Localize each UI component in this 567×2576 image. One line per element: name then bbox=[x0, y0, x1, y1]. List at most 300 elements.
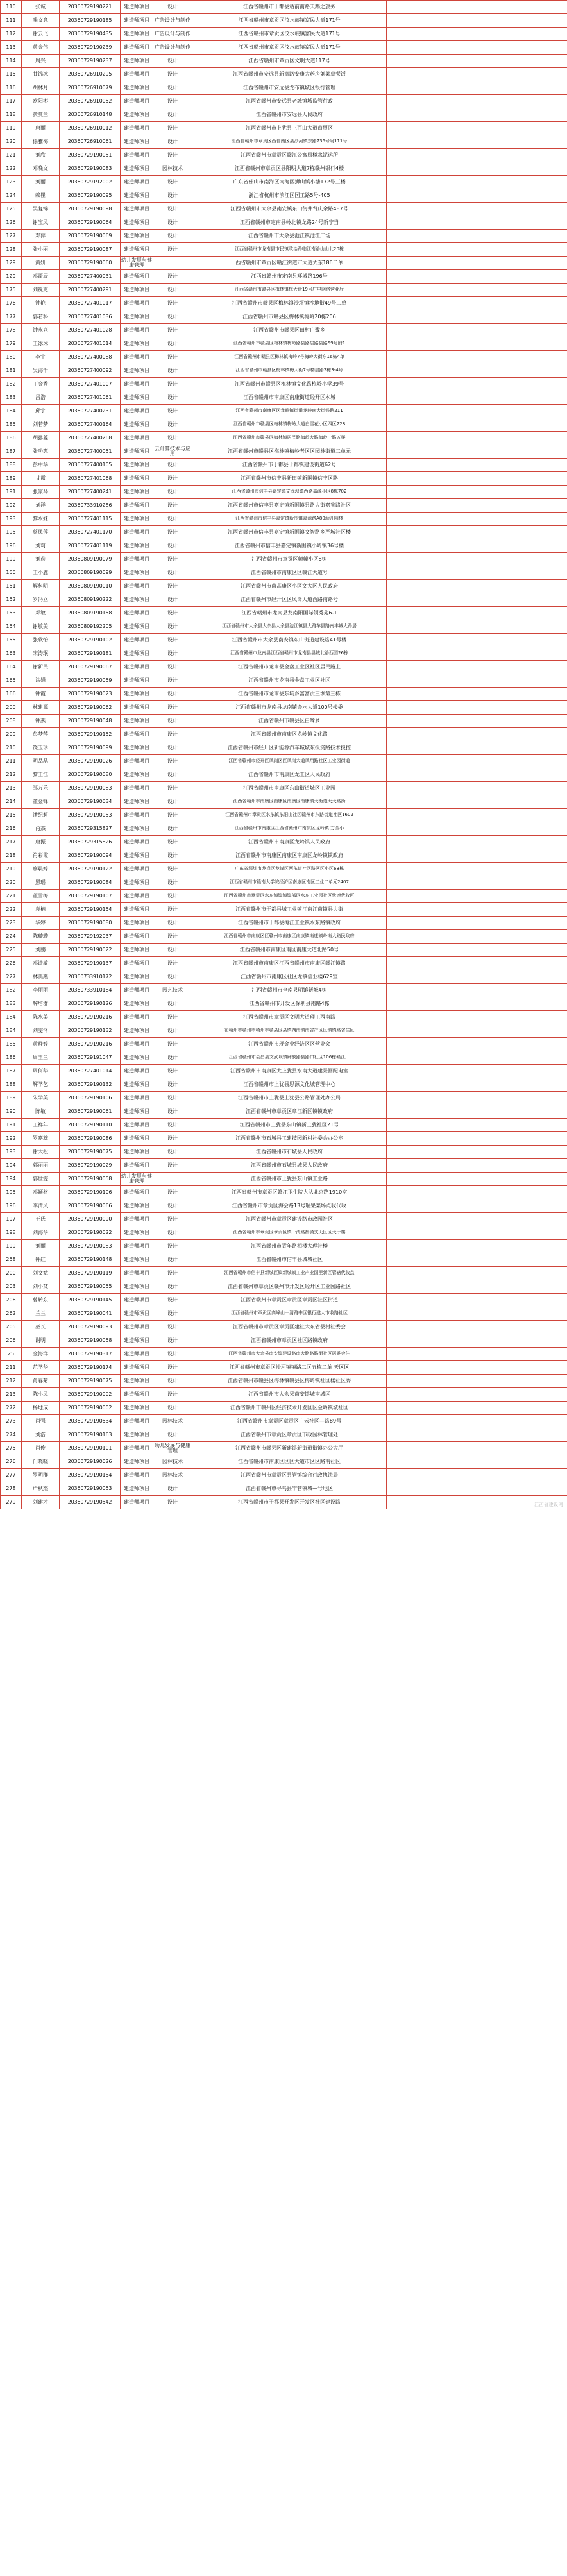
cell-unit: 江西省赣州市安远县新篁路安康大药房刘菜草餐饭 bbox=[192, 68, 387, 81]
cell-unit: 江西省赣州市石城县人民政府 bbox=[192, 1146, 387, 1159]
table-row bbox=[1, 1119, 567, 1132]
cell-spacer bbox=[387, 997, 567, 1011]
cell-index: 273 bbox=[1, 1415, 22, 1428]
cell-index: 262 bbox=[1, 1307, 22, 1321]
cell-category: 设计 bbox=[153, 499, 192, 513]
cell-category: 设计 bbox=[153, 553, 192, 566]
table-row bbox=[1, 566, 567, 580]
cell-number: 20360729190080 bbox=[60, 917, 121, 930]
cell-spacer bbox=[387, 903, 567, 917]
table-row bbox=[1, 1388, 567, 1402]
table-row bbox=[1, 28, 567, 41]
cell-name: 刘若梦 bbox=[22, 418, 60, 432]
cell-name: 黄静婷 bbox=[22, 1038, 60, 1051]
cell-spacer bbox=[387, 189, 567, 203]
cell-name: 潘纪莉 bbox=[22, 809, 60, 822]
table-row bbox=[1, 351, 567, 364]
table-row bbox=[1, 593, 567, 607]
table-row bbox=[1, 1132, 567, 1146]
table-row bbox=[1, 324, 567, 337]
cell-project: 建造师项目 bbox=[121, 1253, 153, 1267]
cell-project: 建造师项目 bbox=[121, 364, 153, 378]
cell-number: 20360733910184 bbox=[60, 984, 121, 997]
cell-project: 建造师项目 bbox=[121, 1105, 153, 1119]
cell-spacer bbox=[387, 405, 567, 418]
cell-number: 20360727401115 bbox=[60, 513, 121, 526]
cell-project: 建造师项目 bbox=[121, 1428, 153, 1442]
cell-unit: 江西省赣州市定南县岭北镇龙路24号新宁当 bbox=[192, 216, 387, 230]
cell-name: 周何华 bbox=[22, 1065, 60, 1078]
cell-category: 设计 bbox=[153, 324, 192, 337]
cell-category: 设计 bbox=[153, 930, 192, 944]
cell-project: 建造师项目 bbox=[121, 418, 153, 432]
cell-spacer bbox=[387, 230, 567, 243]
table-row bbox=[1, 122, 567, 135]
cell-project: 建造师项目 bbox=[121, 1186, 153, 1199]
cell-spacer bbox=[387, 580, 567, 593]
cell-unit: 江西省赣州市章贡区沙河镇镇路二区五栋二单 天区区 bbox=[192, 1361, 387, 1375]
cell-name: 邓诗敏 bbox=[22, 957, 60, 970]
cell-project: 建造师项目 bbox=[121, 849, 153, 863]
cell-number: 20360729190083 bbox=[60, 162, 121, 176]
table-row bbox=[1, 472, 567, 486]
cell-unit: 江西省赣州市寻乌县宁管镇城—号地区 bbox=[192, 1482, 387, 1496]
cell-spacer bbox=[387, 917, 567, 930]
cell-category: 设计 bbox=[153, 1253, 192, 1267]
table-row bbox=[1, 1482, 567, 1496]
cell-project: 建造师项目 bbox=[121, 795, 153, 809]
cell-category: 设计 bbox=[153, 755, 192, 768]
cell-name: 钟霞 bbox=[22, 688, 60, 701]
cell-name: 谢敏美 bbox=[22, 620, 60, 634]
cell-spacer bbox=[387, 1146, 567, 1159]
table-row bbox=[1, 1146, 567, 1159]
cell-number: 20360727400268 bbox=[60, 432, 121, 445]
cell-name: 刘浩 bbox=[22, 1428, 60, 1442]
cell-project: 建造师项目 bbox=[121, 149, 153, 162]
cell-unit: 江西省赣州市赣县区白鹭乡 bbox=[192, 715, 387, 728]
cell-unit: 江西省赣州市上犹县上犹县公路管理处办公局 bbox=[192, 1092, 387, 1105]
cell-spacer bbox=[387, 1442, 567, 1455]
cell-number: 20360729190094 bbox=[60, 849, 121, 863]
cell-index: 121 bbox=[1, 149, 22, 162]
cell-project: 建造师项目 bbox=[121, 1240, 153, 1253]
cell-unit: 江西省赣州市现金业经济区区营业会 bbox=[192, 1038, 387, 1051]
cell-unit: 江西省赣州市章贡区建设路市政园社区 bbox=[192, 1213, 387, 1226]
cell-spacer bbox=[387, 1415, 567, 1428]
table-row bbox=[1, 41, 567, 55]
cell-index: 118 bbox=[1, 108, 22, 122]
cell-number: 20360729190154 bbox=[60, 1469, 121, 1482]
cell-number: 20360727400031 bbox=[60, 270, 121, 284]
cell-spacer bbox=[387, 81, 567, 95]
cell-spacer bbox=[387, 634, 567, 647]
cell-category: 云计算技术与应用 bbox=[153, 445, 192, 459]
cell-category: 设计 bbox=[153, 620, 192, 634]
cell-project: 建造师项目 bbox=[121, 499, 153, 513]
table-row bbox=[1, 1, 567, 14]
cell-index: 184 bbox=[1, 1024, 22, 1038]
cell-unit: 江西省赣州市于都县开发区开发区社区建设路 bbox=[192, 1496, 387, 1509]
table-row bbox=[1, 337, 567, 351]
cell-category: 设计 bbox=[153, 108, 192, 122]
cell-index: 124 bbox=[1, 189, 22, 203]
cell-category: 设计 bbox=[153, 768, 192, 782]
cell-number: 20360727401007 bbox=[60, 378, 121, 391]
cell-project: 建造师项目 bbox=[121, 14, 153, 28]
cell-unit: 江西省赣州市赣县区梅林镇梅岭大道白雪花小区四区228 bbox=[192, 418, 387, 432]
cell-name: 刘锐克 bbox=[22, 284, 60, 297]
cell-index: 224 bbox=[1, 930, 22, 944]
cell-project: 建造师项目 bbox=[121, 1402, 153, 1415]
cell-number: 20360727400241 bbox=[60, 486, 121, 499]
cell-category: 设计 bbox=[153, 526, 192, 539]
table-row bbox=[1, 944, 567, 957]
cell-name: 郭世雯 bbox=[22, 1173, 60, 1186]
cell-spacer bbox=[387, 593, 567, 607]
cell-spacer bbox=[387, 135, 567, 149]
table-row bbox=[1, 715, 567, 728]
cell-name: 黄莫兰 bbox=[22, 108, 60, 122]
cell-unit: 江西省赣州市赣县区梅林镇梅岭路县路居路县路59号附1 bbox=[192, 337, 387, 351]
cell-index: 200 bbox=[1, 1267, 22, 1280]
cell-number: 20360729190064 bbox=[60, 216, 121, 230]
cell-project: 建造师项目 bbox=[121, 526, 153, 539]
cell-spacer bbox=[387, 1024, 567, 1038]
cell-name: 刘雯泽 bbox=[22, 1024, 60, 1038]
cell-spacer bbox=[387, 822, 567, 836]
cell-index: 129 bbox=[1, 270, 22, 284]
cell-unit: 江西省赣州市大余县南安镇建设路南大路路路街社区居委会住 bbox=[192, 1348, 387, 1361]
cell-number: 20360729190062 bbox=[60, 701, 121, 715]
cell-number: 20360727401170 bbox=[60, 526, 121, 539]
cell-category: 设计 bbox=[153, 661, 192, 674]
cell-index: 215 bbox=[1, 809, 22, 822]
cell-category: 设计 bbox=[153, 337, 192, 351]
cell-name: 饶玉珍 bbox=[22, 741, 60, 755]
cell-number: 20360726910012 bbox=[60, 122, 121, 135]
cell-name: 胡露菱 bbox=[22, 432, 60, 445]
cell-name: 涂娟 bbox=[22, 674, 60, 688]
cell-number: 20360729190137 bbox=[60, 957, 121, 970]
cell-project: 建造师项目 bbox=[121, 944, 153, 957]
cell-index: 187 bbox=[1, 445, 22, 459]
cell-name: 明品晶 bbox=[22, 755, 60, 768]
cell-number: 20360729190148 bbox=[60, 1253, 121, 1267]
table-row bbox=[1, 607, 567, 620]
cell-number: 20360729190080 bbox=[60, 768, 121, 782]
cell-spacer bbox=[387, 41, 567, 55]
table-row bbox=[1, 149, 567, 162]
cell-index: 112 bbox=[1, 28, 22, 41]
table-row bbox=[1, 1415, 567, 1428]
cell-spacer bbox=[387, 216, 567, 230]
table-row bbox=[1, 822, 567, 836]
cell-number: 20360729315827 bbox=[60, 822, 121, 836]
table-row bbox=[1, 391, 567, 405]
cell-project: 建造师项目 bbox=[121, 297, 153, 310]
cell-project: 建造师项目 bbox=[121, 1442, 153, 1455]
cell-category: 设计 bbox=[153, 122, 192, 135]
cell-index: 150 bbox=[1, 566, 22, 580]
cell-index: 185 bbox=[1, 418, 22, 432]
cell-project: 建造师项目 bbox=[121, 176, 153, 189]
cell-category: 设计 bbox=[153, 135, 192, 149]
cell-unit: 江西省赣州市大余县池江镇池江广场 bbox=[192, 230, 387, 243]
cell-project: 建造师项目 bbox=[121, 1119, 153, 1132]
cell-unit: 江西省赣州市南康区江西省赣州市南康区赣江镇路 bbox=[192, 957, 387, 970]
cell-index: 186 bbox=[1, 432, 22, 445]
cell-index: 182 bbox=[1, 378, 22, 391]
cell-project: 建造师项目 bbox=[121, 108, 153, 122]
cell-spacer bbox=[387, 243, 567, 257]
cell-spacer bbox=[387, 459, 567, 472]
cell-name: 钟永兴 bbox=[22, 324, 60, 337]
cell-number: 20360729190060 bbox=[60, 257, 121, 270]
cell-project: 建造师项目 bbox=[121, 230, 153, 243]
cell-spacer bbox=[387, 930, 567, 944]
cell-spacer bbox=[387, 1280, 567, 1294]
cell-project: 建造师项目 bbox=[121, 674, 153, 688]
table-row bbox=[1, 1065, 567, 1078]
table-row bbox=[1, 14, 567, 28]
cell-name: 林建源 bbox=[22, 701, 60, 715]
cell-number: 20360729190086 bbox=[60, 1132, 121, 1146]
cell-index: 276 bbox=[1, 1455, 22, 1469]
cell-category: 设计 bbox=[153, 688, 192, 701]
cell-number: 20360729190152 bbox=[60, 728, 121, 741]
cell-unit: 江西省赣州市赣州区经济技术开发区区金岭镇城社区 bbox=[192, 1402, 387, 1415]
cell-category: 设计 bbox=[153, 405, 192, 418]
cell-name: 董雪梅 bbox=[22, 890, 60, 903]
cell-unit: 江西省赣州市南康区南康区南康区南康镇大街道大大路街 bbox=[192, 795, 387, 809]
cell-category: 设计 bbox=[153, 270, 192, 284]
cell-spacer bbox=[387, 836, 567, 849]
cell-number: 20360809190079 bbox=[60, 553, 121, 566]
cell-project: 建造师项目 bbox=[121, 580, 153, 593]
cell-spacer bbox=[387, 957, 567, 970]
cell-project: 建造师项目 bbox=[121, 486, 153, 499]
table-row bbox=[1, 459, 567, 472]
cell-number: 20360729190041 bbox=[60, 1307, 121, 1321]
cell-number: 20360729190002 bbox=[60, 1388, 121, 1402]
cell-unit: 江西省赣州市全南县明镇新城4栋 bbox=[192, 984, 387, 997]
cell-category: 设计 bbox=[153, 593, 192, 607]
cell-unit: 江西省赣州市南康区区赣州市南康区南康镇南康镇岭南大路民政府 bbox=[192, 930, 387, 944]
cell-category: 设计 bbox=[153, 297, 192, 310]
cell-unit: 江西省赣州市赣县区新建镇新街道街镇办公大厅 bbox=[192, 1442, 387, 1455]
table-row bbox=[1, 284, 567, 297]
cell-category: 设计 bbox=[153, 539, 192, 553]
cell-name: 罗明群 bbox=[22, 1469, 60, 1482]
cell-spacer bbox=[387, 1361, 567, 1375]
cell-spacer bbox=[387, 1240, 567, 1253]
cell-category: 设计 bbox=[153, 795, 192, 809]
cell-project: 建造师项目 bbox=[121, 1375, 153, 1388]
cell-unit: 江西省赣州市龙南县江西省赣州市龙南县县城北路西园26栋 bbox=[192, 647, 387, 661]
cell-spacer bbox=[387, 674, 567, 688]
cell-project: 建造师项目 bbox=[121, 1092, 153, 1105]
cell-spacer bbox=[387, 149, 567, 162]
cell-index: 196 bbox=[1, 1199, 22, 1213]
cell-index: 178 bbox=[1, 324, 22, 337]
cell-spacer bbox=[387, 1051, 567, 1065]
cell-name: 赖崔 bbox=[22, 189, 60, 203]
cell-category: 设计 bbox=[153, 782, 192, 795]
cell-number: 20360729190102 bbox=[60, 634, 121, 647]
cell-spacer bbox=[387, 1186, 567, 1199]
cell-category: 设计 bbox=[153, 1267, 192, 1280]
cell-project: 建造师项目 bbox=[121, 970, 153, 984]
cell-unit: 江西省赣州市开发区保利县南路4栋 bbox=[192, 997, 387, 1011]
cell-spacer bbox=[387, 701, 567, 715]
table-row bbox=[1, 297, 567, 310]
cell-project: 建造师项目 bbox=[121, 270, 153, 284]
cell-number: 20360729190022 bbox=[60, 944, 121, 957]
cell-name: 周兴 bbox=[22, 55, 60, 68]
cell-index: 113 bbox=[1, 41, 22, 55]
cell-spacer bbox=[387, 620, 567, 634]
cell-name: 胡林月 bbox=[22, 81, 60, 95]
cell-name: 林美燕 bbox=[22, 970, 60, 984]
cell-category: 设计 bbox=[153, 1132, 192, 1146]
cell-unit: 西省赣州市章贡区赣江街道市大道大东186二单 bbox=[192, 257, 387, 270]
cell-category: 设计 bbox=[153, 1334, 192, 1348]
cell-number: 20360809190099 bbox=[60, 566, 121, 580]
cell-unit: 江西省赣州市上犹县三百山大道商贸区 bbox=[192, 122, 387, 135]
cell-project: 建造师项目 bbox=[121, 741, 153, 755]
cell-index: 203 bbox=[1, 1280, 22, 1294]
cell-spacer bbox=[387, 1119, 567, 1132]
cell-spacer bbox=[387, 1199, 567, 1213]
cell-category: 设计 bbox=[153, 1051, 192, 1065]
cell-spacer bbox=[387, 432, 567, 445]
cell-project: 建造师项目 bbox=[121, 1213, 153, 1226]
cell-name: 李宇 bbox=[22, 351, 60, 364]
cell-project: 建造师项目 bbox=[121, 351, 153, 364]
cell-category: 设计 bbox=[153, 1375, 192, 1388]
cell-number: 20360727401119 bbox=[60, 539, 121, 553]
cell-project: 建造师项目 bbox=[121, 809, 153, 822]
cell-unit: 江西省赣州市会昌县文武坝镇解放路县路口社区106栋赣江厂 bbox=[192, 1051, 387, 1065]
cell-name: 邓颖材 bbox=[22, 1186, 60, 1199]
cell-category: 设计 bbox=[153, 1280, 192, 1294]
cell-number: 20360729190101 bbox=[60, 1442, 121, 1455]
cell-number: 20360729190119 bbox=[60, 1267, 121, 1280]
table-row bbox=[1, 970, 567, 984]
cell-category: 设计 bbox=[153, 1024, 192, 1038]
cell-number: 20360729190058 bbox=[60, 1173, 121, 1186]
cell-spacer bbox=[387, 1159, 567, 1173]
cell-index: 208 bbox=[1, 715, 22, 728]
cell-name: 陈敏 bbox=[22, 1105, 60, 1119]
cell-number: 20360729190055 bbox=[60, 1280, 121, 1294]
cell-index: 181 bbox=[1, 364, 22, 378]
cell-project: 建造师项目 bbox=[121, 243, 153, 257]
table-row bbox=[1, 1105, 567, 1119]
cell-spacer bbox=[387, 176, 567, 189]
cell-category: 设计 bbox=[153, 1199, 192, 1213]
cell-project: 建造师项目 bbox=[121, 836, 153, 849]
cell-number: 20360729190075 bbox=[60, 1375, 121, 1388]
cell-name: 邓萍 bbox=[22, 230, 60, 243]
cell-index: 128 bbox=[1, 243, 22, 257]
cell-index: 164 bbox=[1, 661, 22, 674]
cell-project: 建造师项目 bbox=[121, 1038, 153, 1051]
cell-unit: 江西省赣州市龙南县龙南镇金水大道100号楼委 bbox=[192, 701, 387, 715]
cell-unit: 江西省赣州市定南县环城路196号 bbox=[192, 270, 387, 284]
cell-number: 20360729190154 bbox=[60, 903, 121, 917]
cell-spacer bbox=[387, 688, 567, 701]
cell-index: 187 bbox=[1, 1065, 22, 1078]
cell-index: 115 bbox=[1, 68, 22, 81]
cell-name: 彭梦萍 bbox=[22, 728, 60, 741]
cell-spacer bbox=[387, 1455, 567, 1469]
cell-number: 20360729190107 bbox=[60, 890, 121, 903]
cell-project: 建造师项目 bbox=[121, 472, 153, 486]
cell-index: 196 bbox=[1, 539, 22, 553]
cell-project: 建造师项目 bbox=[121, 634, 153, 647]
table-row bbox=[1, 445, 567, 459]
cell-unit: 江西省赣州市经开区区凤岗大道西路南路号 bbox=[192, 593, 387, 607]
table-row bbox=[1, 1024, 567, 1038]
cell-category: 设计 bbox=[153, 647, 192, 661]
cell-name: 黑瑶 bbox=[22, 876, 60, 890]
cell-name: 解培群 bbox=[22, 997, 60, 1011]
cell-index: 199 bbox=[1, 1240, 22, 1253]
cell-unit: 江西省赣州市章贡区县管镇综合行政执法局 bbox=[192, 1469, 387, 1482]
cell-project: 建造师项目 bbox=[121, 513, 153, 526]
cell-category: 设计 bbox=[153, 1159, 192, 1173]
cell-number: 20360729190029 bbox=[60, 1159, 121, 1173]
cell-project: 建造师项目 bbox=[121, 607, 153, 620]
table-row bbox=[1, 1199, 567, 1213]
cell-name: 廖晨婷 bbox=[22, 863, 60, 876]
cell-project: 建造师项目 bbox=[121, 28, 153, 41]
cell-category: 设计 bbox=[153, 486, 192, 499]
cell-unit: 广东省佛山市南海区南海区狮山镇小塘172号三楼 bbox=[192, 176, 387, 189]
cell-index: 129 bbox=[1, 257, 22, 270]
cell-project: 建造师项目 bbox=[121, 324, 153, 337]
cell-index: 279 bbox=[1, 1496, 22, 1509]
cell-project: 建造师项目 bbox=[121, 1280, 153, 1294]
cell-number: 20360726910295 bbox=[60, 68, 121, 81]
cell-name: 吴海千 bbox=[22, 364, 60, 378]
cell-project: 建造师项目 bbox=[121, 1, 153, 14]
table-row bbox=[1, 378, 567, 391]
cell-spacer bbox=[387, 1428, 567, 1442]
cell-number: 20360729190083 bbox=[60, 1240, 121, 1253]
cell-number: 20360727400164 bbox=[60, 418, 121, 432]
table-row bbox=[1, 1402, 567, 1415]
cell-project: 建造师项目 bbox=[121, 1146, 153, 1159]
cell-unit: 江西省赣州市南康区龙岭镇文化路 bbox=[192, 728, 387, 741]
cell-category: 设计 bbox=[153, 917, 192, 930]
cell-unit: 江西省赣州市于都县城工业镇江南江南镇县大街 bbox=[192, 903, 387, 917]
cell-index: 166 bbox=[1, 688, 22, 701]
cell-spacer bbox=[387, 755, 567, 768]
cell-category: 设计 bbox=[153, 149, 192, 162]
cell-number: 20360729190022 bbox=[60, 1226, 121, 1240]
cell-name: 郭若科 bbox=[22, 310, 60, 324]
table-row bbox=[1, 930, 567, 944]
cell-category: 设计 bbox=[153, 351, 192, 364]
cell-spacer bbox=[387, 513, 567, 526]
cell-index: 188 bbox=[1, 459, 22, 472]
cell-name: 肖强 bbox=[22, 1415, 60, 1428]
cell-number: 20360729190026 bbox=[60, 1455, 121, 1469]
table-row bbox=[1, 1038, 567, 1051]
